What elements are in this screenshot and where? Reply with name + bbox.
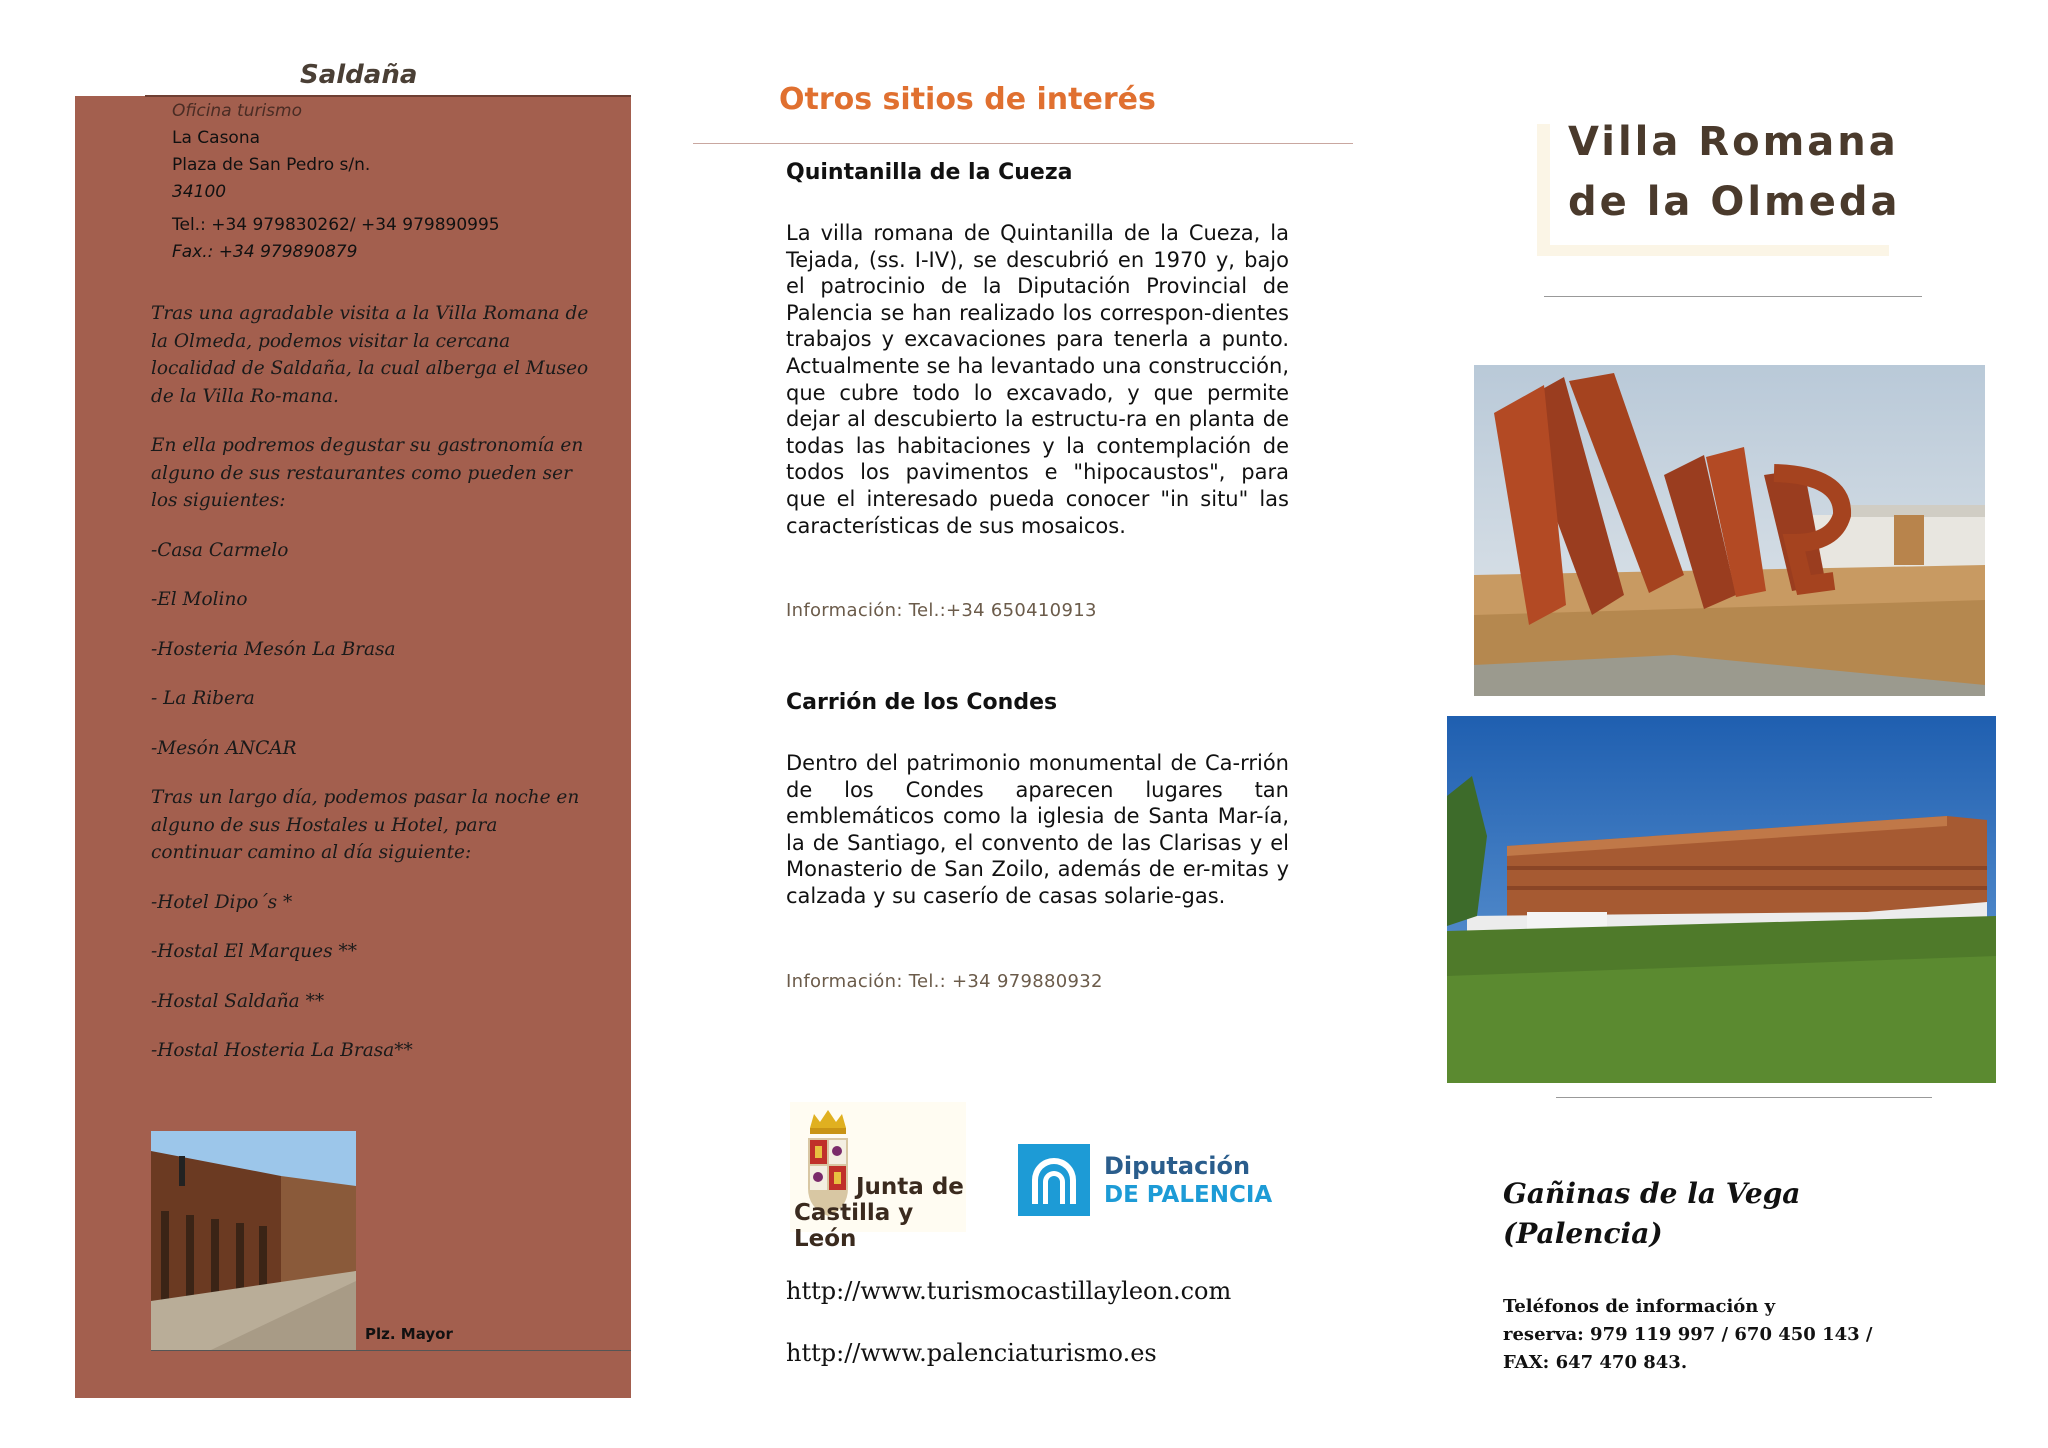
hotel-item: -Hostal El Marques ** bbox=[151, 941, 357, 962]
mvr-sculpture-photo bbox=[1474, 365, 1985, 696]
location-line-2: (Palencia) bbox=[1503, 1217, 1663, 1250]
hotel-item: -Hostal Saldaña ** bbox=[151, 990, 325, 1012]
restaurant-item: -Casa Carmelo bbox=[151, 539, 289, 561]
site-info-carrion: Información: Tel.: +34 979880932 bbox=[786, 971, 1103, 992]
restaurant-item: - La Ribera bbox=[151, 688, 255, 709]
url-palencia-turismo[interactable]: http://www.palenciaturismo.es bbox=[786, 1339, 1157, 1367]
site-title-quintanilla: Quintanilla de la Cueza bbox=[786, 160, 1073, 185]
site-description-quintanilla: La villa romana de Quintanilla de la Cueza, la Tejada, (ss. I-IV), se descubrió en 1970 y, bajo el patrocinio de la Diputación Provincial de Palencia se han realizado los correspon-dientes trabajos y excavaciones para tenerla a punto. Actualmente se ha levantado una construcción, que cubre todo lo excavado, y que permite dejar al descubierto la estructu-ra en planta de todas las habitaciones y la contemplación de todos los pavimentos e "hipocaustos", para que el interesado pueda conocer "in situ" las características de sus mosaicos. bbox=[786, 221, 1289, 538]
brochure-title bbox=[1568, 112, 1900, 232]
junta-logo-line1: Junta de bbox=[856, 1174, 964, 1200]
office-label: Oficina turismo bbox=[172, 101, 302, 121]
diputacion-logo-line1: Diputación bbox=[1104, 1152, 1251, 1180]
title-divider bbox=[1544, 296, 1922, 297]
hotel-item: -Hostal Hosteria La Brasa** bbox=[151, 1040, 413, 1061]
office-address: Plaza de San Pedro s/n. bbox=[172, 155, 371, 175]
junta-logo-line2: Castilla y León bbox=[794, 1200, 914, 1252]
photo-divider bbox=[1556, 1097, 1932, 1098]
office-postal-code: 34100 bbox=[172, 182, 227, 202]
intro-paragraph: Tras una agradable visita a la Villa Romana de la Olmeda, podemos visitar la cercana localidad de Saldaña, la cual alberga el Museo de la Villa Ro-mana. bbox=[151, 303, 589, 407]
saldana-description bbox=[151, 300, 591, 1087]
phones-line-2: reserva: 979 119 997 / 670 450 143 / bbox=[1503, 1324, 1873, 1345]
left-panel-bottom-rule bbox=[151, 1350, 631, 1351]
site-description-carrion: Dentro del patrimonio monumental de Ca-rrión de los Condes aparecen lugares tan emblemáticos como la iglesia de Santa Mar-ía, la de Santiago, el convento de las Clarisas y el Monasterio de San Zoilo, además de er-mitas y calzada y su caserío de casas solarie-gas. bbox=[786, 751, 1289, 908]
location-line-1: Gañinas de la Vega bbox=[1503, 1177, 1801, 1210]
site-title-carrion: Carrión de los Condes bbox=[786, 690, 1058, 715]
location-name bbox=[1503, 1174, 1800, 1254]
phones-line-3: FAX: 647 470 843. bbox=[1503, 1352, 1688, 1373]
office-phone: Tel.: +34 979830262/ +34 979890995 bbox=[172, 215, 500, 235]
diputacion-palencia-logo bbox=[1000, 1124, 1274, 1218]
other-sites-heading: Otros sitios de interés bbox=[779, 82, 1156, 117]
restaurant-item: -Mesón ANCAR bbox=[151, 737, 297, 759]
left-panel-title: Saldaña bbox=[300, 60, 418, 90]
office-fax: Fax.: +34 979890879 bbox=[172, 242, 358, 262]
plaza-photo-caption: Plz. Mayor bbox=[365, 1325, 453, 1343]
url-turismo-castilla-leon[interactable]: http://www.turismocastillayleon.com bbox=[786, 1277, 1232, 1305]
phones-line-1: Teléfonos de información y bbox=[1503, 1296, 1776, 1317]
restaurant-item: -Hosteria Mesón La Brasa bbox=[151, 638, 396, 660]
middle-divider bbox=[693, 143, 1353, 144]
diputacion-arch-icon bbox=[1018, 1144, 1090, 1216]
office-name: La Casona bbox=[172, 128, 261, 148]
left-panel-divider bbox=[145, 95, 631, 97]
restaurant-item: -El Molino bbox=[151, 589, 248, 610]
junta-castilla-leon-logo bbox=[790, 1102, 966, 1252]
title-line-2: de la Olmeda bbox=[1568, 179, 1901, 225]
site-info-quintanilla: Información: Tel.:+34 650410913 bbox=[786, 600, 1097, 621]
plaza-mayor-photo bbox=[151, 1131, 356, 1350]
restaurants-paragraph: En ella podremos degustar su gastronomía en alguno de sus restaurantes como pueden ser los siguientes: bbox=[151, 435, 584, 511]
museum-building-photo bbox=[1447, 716, 1996, 1083]
title-line-1: Villa Romana bbox=[1568, 119, 1899, 165]
lodging-paragraph: Tras un largo día, podemos pasar la noche en alguno de sus Hostales u Hotel, para continuar camino al día siguiente: bbox=[151, 787, 580, 863]
reservation-phones bbox=[1503, 1293, 1903, 1377]
tourism-office-info bbox=[172, 98, 500, 266]
diputacion-logo-line2: DE PALENCIA bbox=[1104, 1182, 1273, 1208]
hotel-item: -Hotel Dipo´s * bbox=[151, 891, 293, 913]
